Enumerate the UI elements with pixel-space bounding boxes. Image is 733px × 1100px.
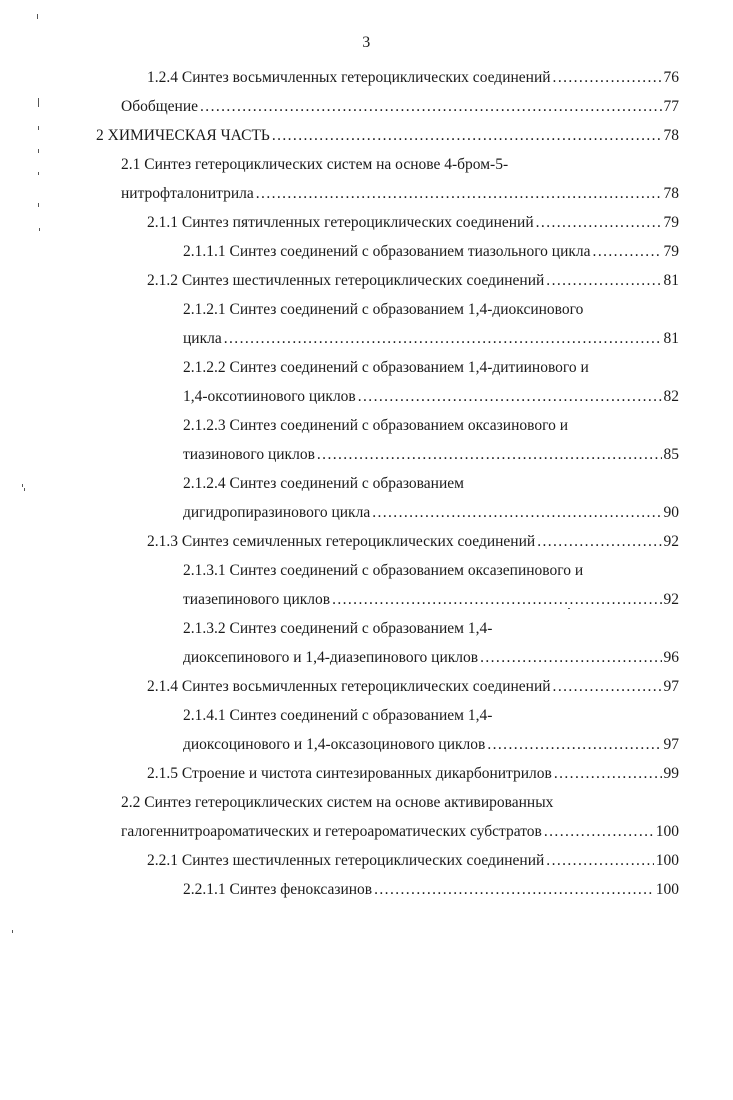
toc-entry-title: 2.2.1.1 Синтез феноксазинов: [183, 881, 373, 898]
dot-leader: [372, 498, 661, 527]
dot-leader: [537, 527, 661, 556]
toc-entry[interactable]: [96, 121, 679, 150]
toc-entry[interactable]: [121, 788, 679, 846]
toc-page-number: 81: [663, 330, 679, 347]
dot-leader: [546, 266, 661, 295]
toc-entry-title: 1,4-оксотиинового циклов: [183, 388, 356, 405]
toc-page-number: 77: [663, 98, 679, 115]
dot-leader: [358, 382, 662, 411]
toc-entry-title: 2.1.3 Синтез семичленных гетероциклических соединений: [147, 533, 536, 550]
dot-leader: [374, 875, 654, 904]
dot-leader: [553, 63, 662, 92]
toc-entry-title: 1.2.4 Синтез восьмичленных гетероциклических соединений: [147, 69, 551, 86]
dot-leader: [332, 585, 661, 614]
toc-entry[interactable]: [147, 846, 679, 875]
toc-entry-title: галогеннитроароматических и гетероароматических субстратов: [121, 823, 542, 840]
dot-leader: [272, 121, 662, 150]
toc-entry-title: диоксоцинового и 1,4-оксазоцинового циклов: [183, 736, 486, 753]
toc-page-number: 85: [663, 446, 679, 463]
toc-entry[interactable]: [147, 63, 679, 92]
toc-entry[interactable]: [183, 295, 679, 353]
dot-leader: [553, 672, 662, 701]
toc-entry-text: 2.1.2.2 Синтез соединений с образованием 1,4-дитиинового и: [183, 359, 589, 376]
scan-mark: [38, 149, 39, 153]
table-of-contents: [0, 63, 733, 904]
toc-page-number: 90: [663, 504, 679, 521]
toc-entry-title: диоксепинового и 1,4-диазепинового циклов: [183, 649, 479, 666]
toc-page-number: 79: [663, 214, 679, 231]
toc-entry[interactable]: [147, 208, 679, 237]
toc-entry-text: 2.1 Синтез гетероциклических систем на основе 4-бром-5-: [121, 156, 509, 173]
toc-entry-title: Обобщение: [121, 98, 199, 115]
toc-entry-title: 2.1.5 Строение и чистота синтезированных дикарбонитрилов: [147, 765, 552, 782]
toc-entry-title: 2.1.2 Синтез шестичленных гетероциклических соединений: [147, 272, 545, 289]
toc-entry[interactable]: [147, 672, 679, 701]
scan-mark: [568, 608, 570, 609]
toc-entry[interactable]: [183, 701, 679, 759]
toc-page-number: 78: [663, 185, 679, 202]
toc-entry-title: тиазинового циклов: [183, 446, 315, 463]
dot-leader: [317, 440, 662, 469]
toc-page-number: 100: [655, 852, 679, 869]
scan-mark: [37, 14, 38, 19]
page-number: 3: [362, 34, 371, 51]
toc-entry-text: 2.1.2.1 Синтез соединений с образованием 1,4-диоксинового: [183, 301, 584, 318]
toc-page-number: 96: [663, 649, 679, 666]
dot-leader: [544, 817, 654, 846]
toc-page-number: 79: [663, 243, 679, 260]
toc-entry[interactable]: [121, 150, 679, 208]
toc-page-number: 97: [663, 678, 679, 695]
toc-entry-title: 2.1.1 Синтез пятичленных гетероциклических соединений: [147, 214, 534, 231]
toc-entry[interactable]: [147, 759, 679, 788]
toc-page-number: 76: [663, 69, 679, 86]
toc-entry-title: 2.2.1 Синтез шестичленных гетероциклических соединений: [147, 852, 545, 869]
toc-page-number: 97: [663, 736, 679, 753]
toc-entry-title: дигидропиразинового цикла: [183, 504, 371, 521]
scan-mark: [38, 172, 39, 175]
toc-entry-title: нитрофталонитрила: [121, 185, 254, 202]
toc-entry[interactable]: [147, 266, 679, 295]
scan-mark: [22, 484, 23, 487]
scan-mark: [24, 488, 25, 491]
dot-leader: [200, 92, 661, 121]
toc-entry-title: 2.1.1.1 Синтез соединений с образованием тиазольного цикла: [183, 243, 591, 260]
toc-page-number: 92: [663, 591, 679, 608]
dot-leader: [536, 208, 662, 237]
scan-mark: [38, 126, 39, 130]
scan-mark: [39, 228, 40, 231]
toc-entry-text: 2.1.3.1 Синтез соединений с образованием оксазепинового и: [183, 562, 584, 579]
toc-entry[interactable]: [183, 556, 679, 614]
toc-entry-title: 2 ХИМИЧЕСКАЯ ЧАСТЬ: [96, 127, 270, 144]
toc-entry-text: 2.1.2.4 Синтез соединений с образованием: [183, 475, 464, 492]
toc-entry[interactable]: [147, 527, 679, 556]
dot-leader: [546, 846, 653, 875]
toc-page-number: 92: [663, 533, 679, 550]
toc-entry-text: 2.1.3.2 Синтез соединений с образованием 1,4-: [183, 620, 493, 637]
toc-entry[interactable]: [121, 92, 679, 121]
toc-entry[interactable]: [183, 469, 679, 527]
toc-page-number: 82: [663, 388, 679, 405]
toc-entry-text: 2.2 Синтез гетероциклических систем на основе активированных: [121, 794, 554, 811]
dot-leader: [256, 179, 662, 208]
toc-page-number: 99: [663, 765, 679, 782]
scan-mark: [12, 930, 13, 933]
dot-leader: [487, 730, 661, 759]
scan-mark: [38, 98, 39, 107]
scan-mark: [38, 203, 39, 207]
toc-entry[interactable]: [183, 614, 679, 672]
toc-entry-title: тиазепинового циклов: [183, 591, 331, 608]
toc-page-number: 100: [655, 881, 679, 898]
toc-page-number: 81: [663, 272, 679, 289]
dot-leader: [554, 759, 662, 788]
toc-entry-text: 2.1.4.1 Синтез соединений с образованием 1,4-: [183, 707, 493, 724]
toc-entry[interactable]: [183, 353, 679, 411]
dot-leader: [224, 324, 662, 353]
toc-entry-title: цикла: [183, 330, 222, 347]
dot-leader: [593, 237, 662, 266]
toc-entry[interactable]: [183, 411, 679, 469]
toc-entry[interactable]: [183, 237, 679, 266]
toc-entry-title: 2.1.4 Синтез восьмичленных гетероциклических соединений: [147, 678, 551, 695]
toc-entry[interactable]: [183, 875, 679, 904]
dot-leader: [480, 643, 661, 672]
toc-entry-text: 2.1.2.3 Синтез соединений с образованием оксазинового и: [183, 417, 568, 434]
toc-page-number: 100: [655, 823, 679, 840]
toc-page-number: 78: [663, 127, 679, 144]
